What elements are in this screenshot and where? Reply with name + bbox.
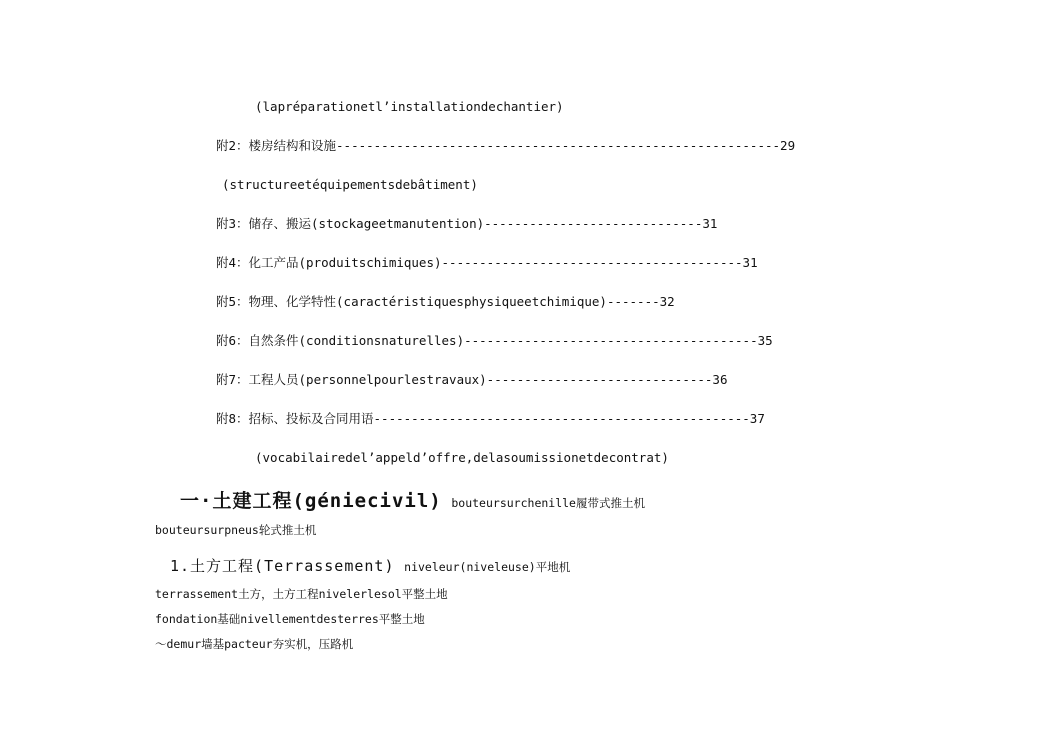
toc-entry-appendix-3: 附3：储存、搬运(stockageetmanutention)-----------------------------31 bbox=[216, 216, 718, 231]
subsection-heading bbox=[170, 555, 570, 576]
toc-line-structure: (structureetéquipementsdebâtiment) bbox=[222, 177, 478, 192]
toc-line-vocabulary: (vocabilairedel’appeld’offre,delasoumissionetdecontrat) bbox=[255, 450, 669, 465]
toc-entry-appendix-7: 附7：工程人员(personnelpourlestravaux)------------------------------36 bbox=[216, 372, 728, 387]
toc-entry-appendix-6: 附6：自然条件(conditionsnaturelles)---------------------------------------35 bbox=[216, 333, 773, 348]
section-heading-tail: bouteursurchenille履带式推土机 bbox=[451, 496, 645, 510]
section-title: 一·土建工程(géniecivil) bbox=[180, 490, 442, 512]
toc-entry-appendix-4: 附4：化工产品(produitschimiques)----------------------------------------31 bbox=[216, 255, 758, 270]
toc-entry-appendix-2: 附2：楼房结构和设施-----------------------------------------------------------29 bbox=[216, 138, 796, 153]
subsection-title: 1.土方工程(Terrassement) bbox=[170, 557, 395, 575]
toc-entry-appendix-5: 附5：物理、化学特性(caractéristiquesphysiqueetchimique)-------32 bbox=[216, 294, 675, 309]
term-line: bouteursurpneus轮式推土机 bbox=[155, 523, 317, 537]
term-line: fondation基础nivellementdesterres平整土地 bbox=[155, 612, 425, 626]
term-line: ～demur墙基pacteur夯实机，压路机 bbox=[155, 637, 354, 651]
toc-line-preparation: (lapréparationetl’installationdechantier) bbox=[255, 99, 564, 114]
subsection-heading-tail: niveleur(niveleuse)平地机 bbox=[404, 560, 571, 574]
toc-entry-appendix-8: 附8：招标、投标及合同用语--------------------------------------------------37 bbox=[216, 411, 765, 426]
section-heading bbox=[180, 486, 645, 513]
term-line: terrassement土方，土方工程nivelerlesol平整土地 bbox=[155, 587, 448, 601]
